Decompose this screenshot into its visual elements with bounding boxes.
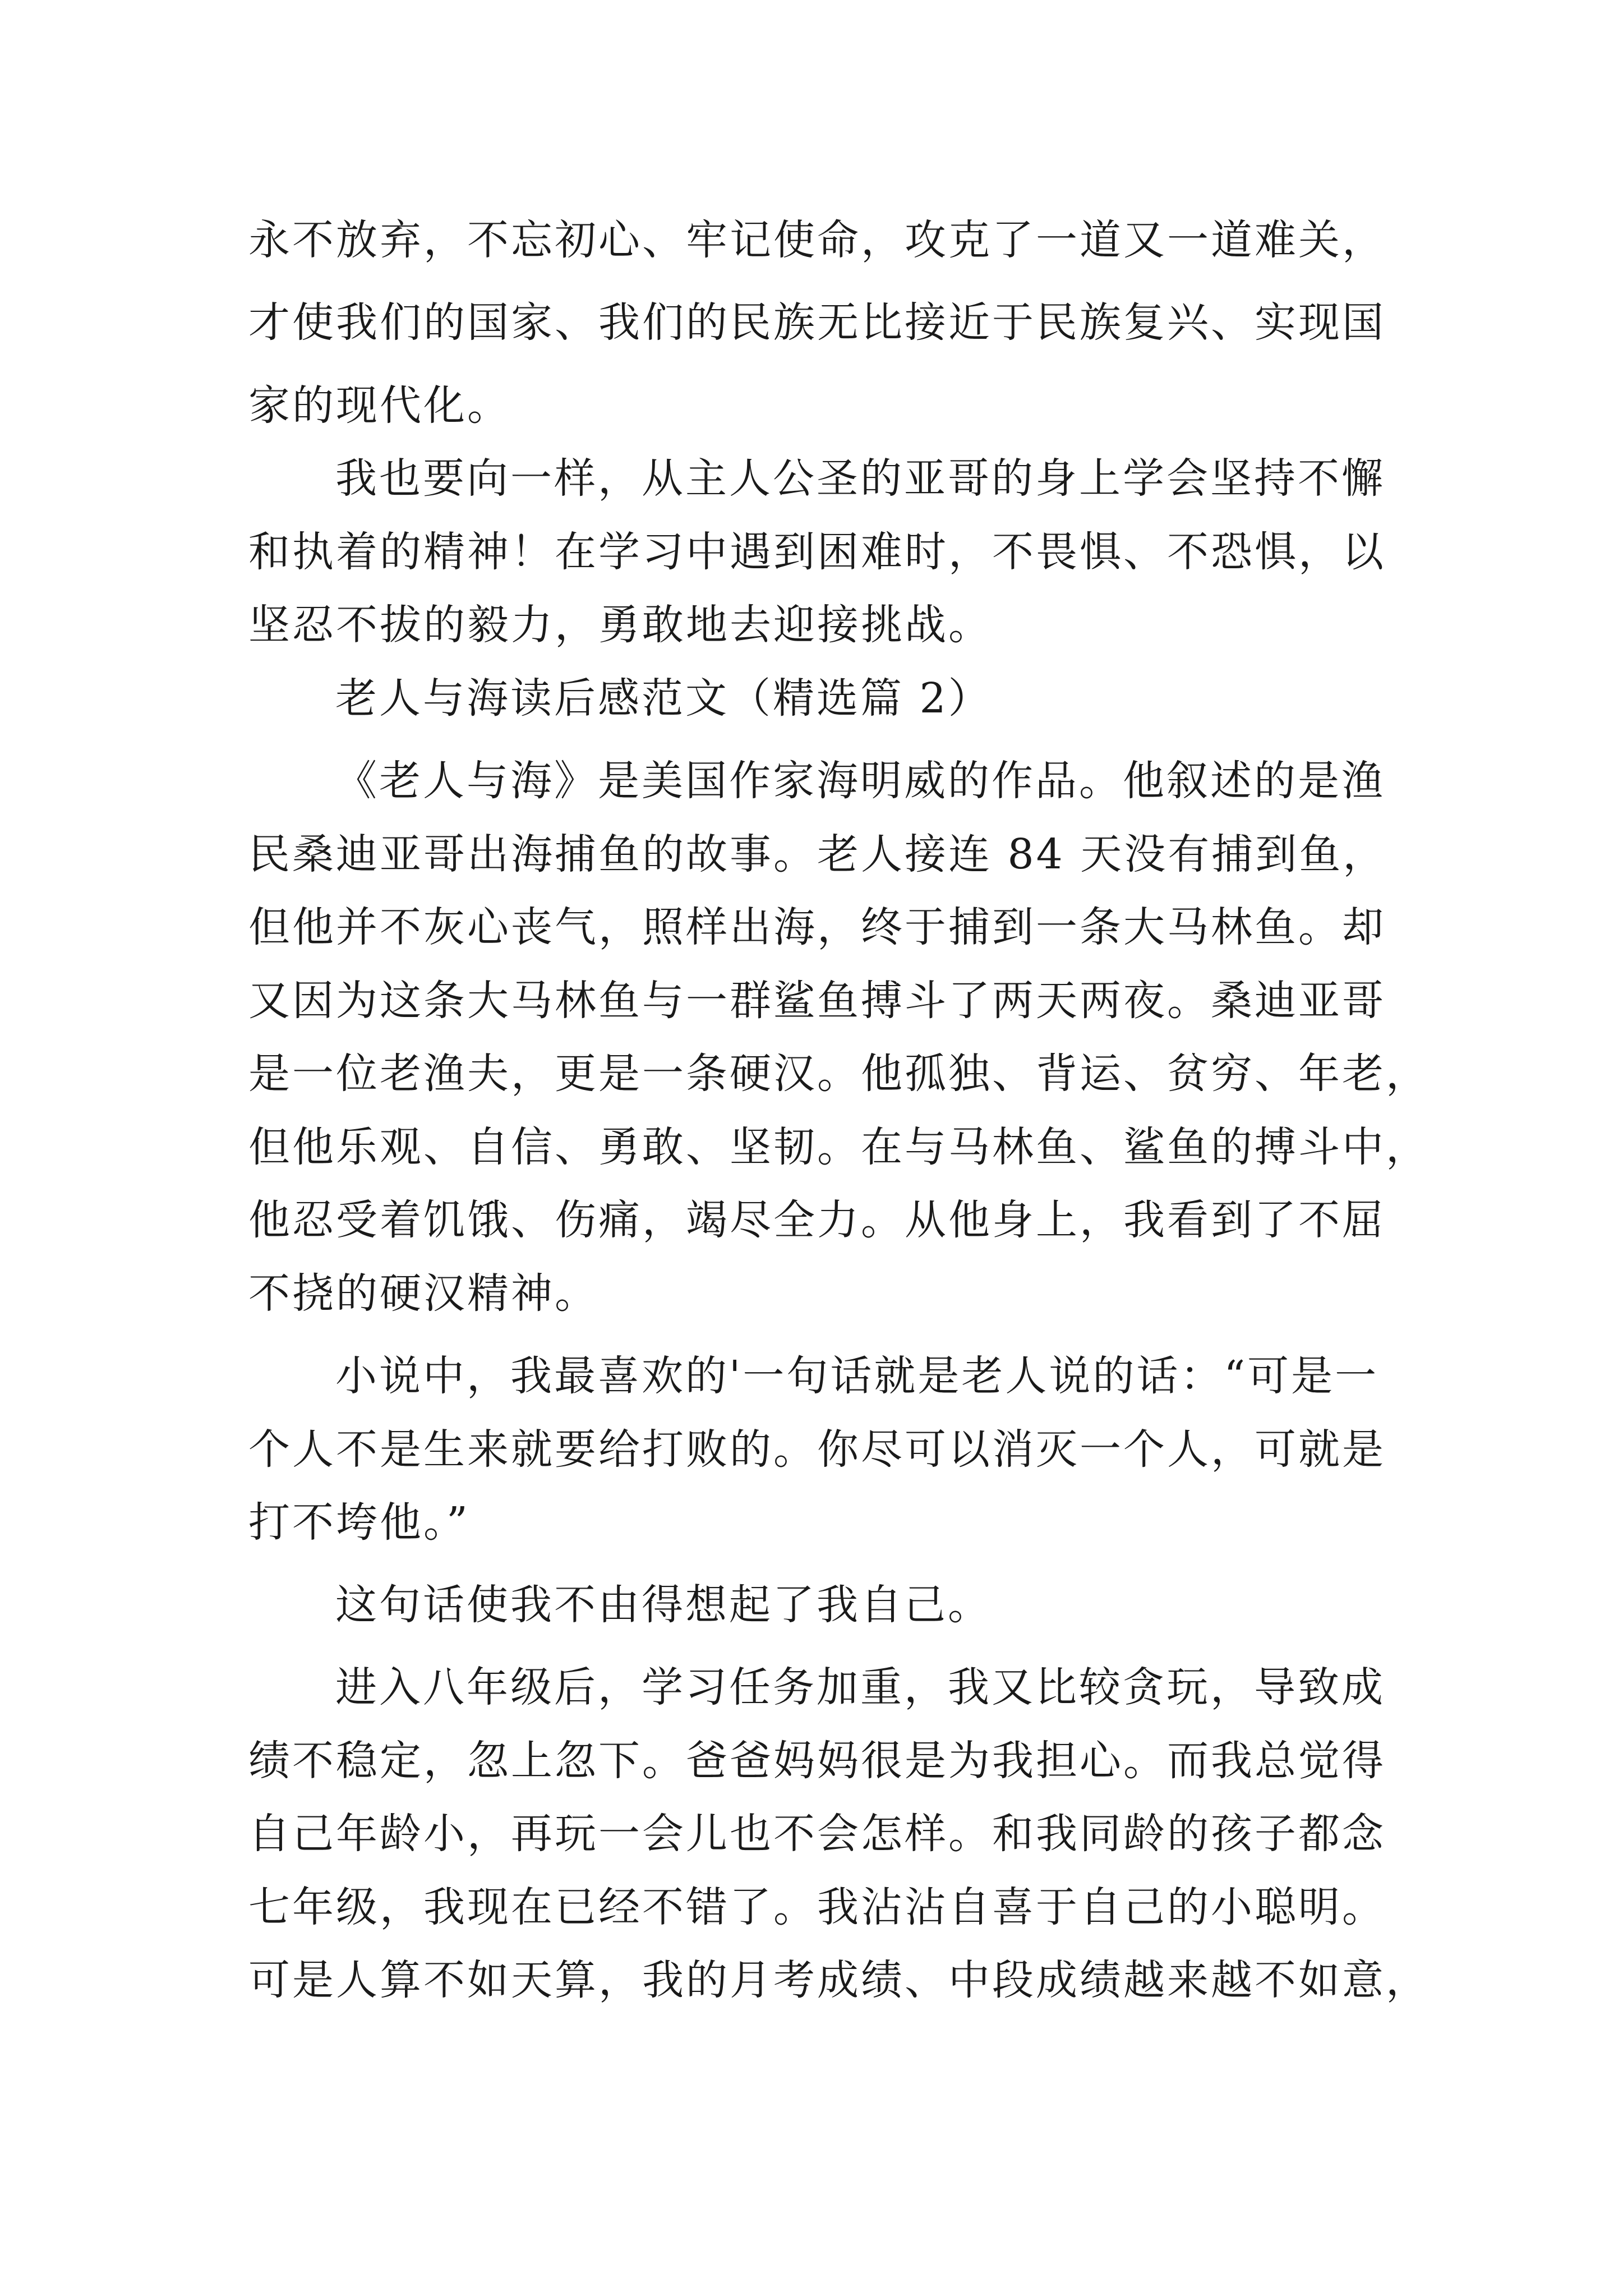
text-line: 打不垮他。” bbox=[248, 1498, 470, 1547]
text-line: 我也要向一样，从主人公圣的亚哥的身上学会坚持不懈 bbox=[335, 454, 1385, 503]
text-line: 他忍受着饥饿、伤痛，竭尽全力。从他身上，我看到了不屈 bbox=[248, 1196, 1386, 1244]
text-line: 永不放弃，不忘初心、牢记使命，攻克了一道又一道难关， bbox=[248, 216, 1386, 264]
text-line: 坚忍不拔的毅力，勇敢地去迎接挑战。 bbox=[248, 601, 992, 649]
text-line: 《老人与海》是美国作家海明威的作品。他叙述的是渔 bbox=[335, 757, 1385, 805]
text-line: 可是人算不如天算，我的月考成绩、中段成绩越来越不如意， bbox=[248, 1956, 1430, 2004]
text-line: 七年级，我现在已经不错了。我沾沾自喜于自己的小聪明。 bbox=[248, 1883, 1386, 1931]
text-line: 但他乐观、自信、勇敢、坚韧。在与马林鱼、鲨鱼的搏斗中， bbox=[248, 1123, 1430, 1171]
section-heading: 老人与海读后感范文（精选篇 2） bbox=[335, 674, 992, 723]
text-line: 这句话使我不由得想起了我自己。 bbox=[335, 1581, 992, 1629]
text-line: 家的现代化。 bbox=[248, 381, 511, 430]
text-line: 进入八年级后，学习任务加重，我又比较贪玩，导致成 bbox=[335, 1663, 1385, 1711]
text-line: 民桑迪亚哥出海捕鱼的故事。老人接连 84 天没有捕到鱼， bbox=[248, 830, 1387, 878]
text-line: 不挠的硬汉精神。 bbox=[248, 1269, 598, 1318]
text-line: 和执着的精神！在学习中遇到困难时，不畏惧、不恐惧，以 bbox=[248, 528, 1386, 576]
text-line: 但他并不灰心丧气，照样出海，终于捕到一条大马林鱼。却 bbox=[248, 903, 1386, 951]
text-line: 才使我们的国家、我们的民族无比接近于民族复兴、实现国 bbox=[248, 298, 1386, 347]
text-line: 是一位老渔夫，更是一条硬汉。他孤独、背运、贫穷、年老， bbox=[248, 1050, 1430, 1098]
text-line: 小说中，我最喜欢的'一句话就是老人说的话：“可是一 bbox=[335, 1352, 1379, 1400]
text-line: 个人不是生来就要给打败的。你尽可以消灭一个人，可就是 bbox=[248, 1425, 1386, 1474]
text-line: 自己年龄小，再玩一会儿也不会怎样。和我同龄的孩子都念 bbox=[248, 1810, 1386, 1858]
text-line: 又因为这条大马林鱼与一群鲨鱼搏斗了两天两夜。桑迪亚哥 bbox=[248, 977, 1386, 1025]
text-line: 绩不稳定，忽上忽下。爸爸妈妈很是为我担心。而我总觉得 bbox=[248, 1737, 1386, 1785]
